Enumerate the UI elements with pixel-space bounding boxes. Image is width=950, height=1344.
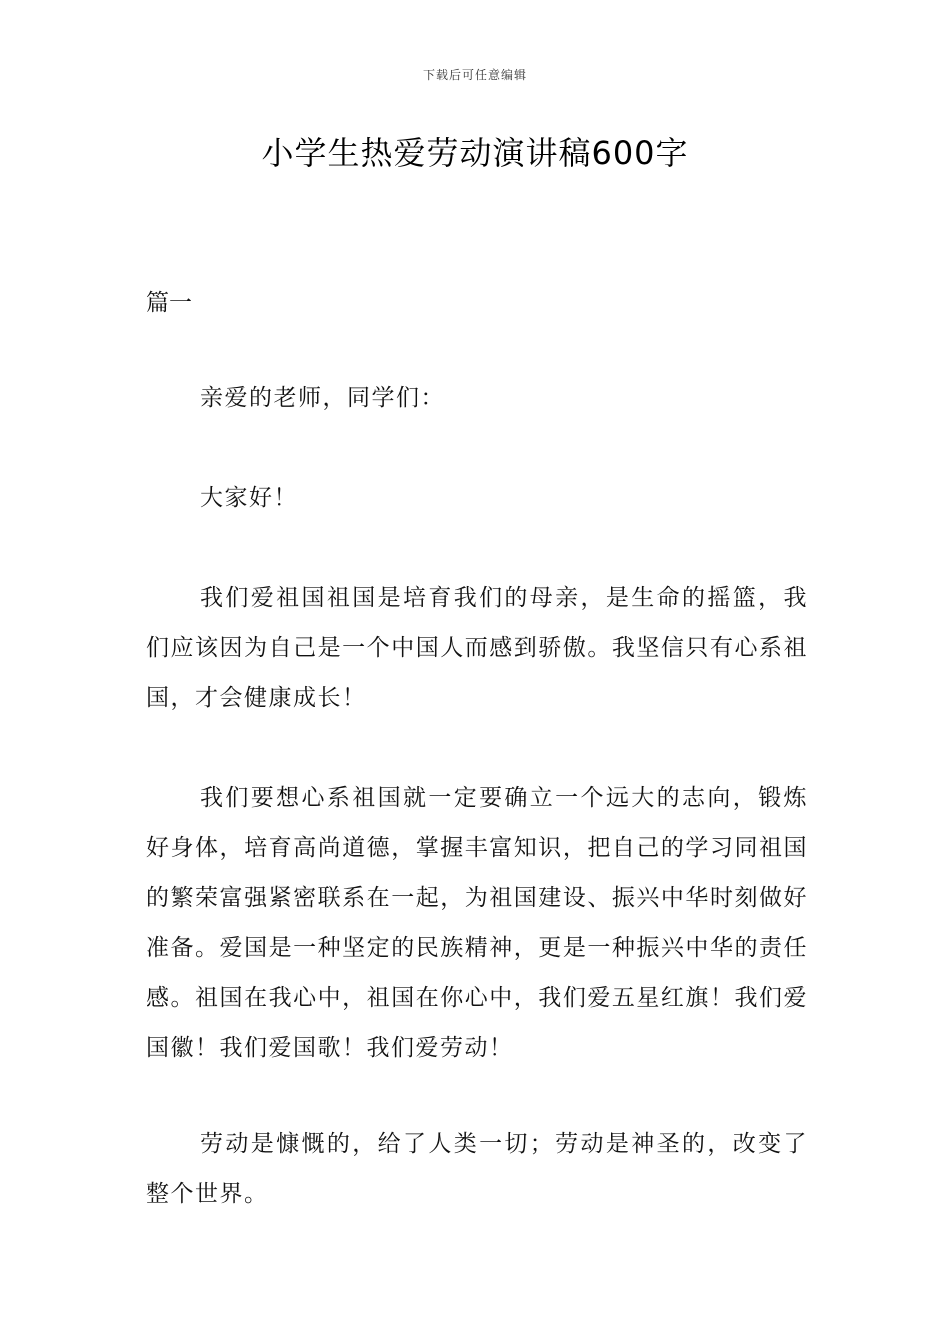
section-label: 篇一 [146, 290, 192, 316]
document-title: 小学生热爱劳动演讲稿600字 [261, 134, 689, 172]
greeting-line: 亲爱的老师，同学们： [200, 385, 445, 411]
paragraph: 我们爱祖国祖国是培育我们的母亲，是生命的摇篮，我们应该因为自己是一个中国人而感到骄傲。我坚信只有心系祖国，才会健康成长！ [146, 585, 808, 711]
paragraph: 劳动是慷慨的，给了人类一切；劳动是神圣的，改变了整个世界。 [146, 1131, 808, 1207]
header-note: 下载后可任意编辑 [422, 68, 527, 82]
paragraph: 我们要想心系祖国就一定要确立一个远大的志向，锻炼好身体，培育高尚道德，掌握丰富知识，把自己的学习同祖国的繁荣富强紧密联系在一起，为祖国建设、振兴中华时刻做好准备。爱国是一种坚定的民族精神，更是一种振兴中华的责任感。祖国在我心中，祖国在你心中，我们爱五星红旗！我们爱国徽！我们爱国歌！我们爱劳动！ [146, 785, 808, 1061]
hello-line: 大家好！ [200, 485, 298, 511]
